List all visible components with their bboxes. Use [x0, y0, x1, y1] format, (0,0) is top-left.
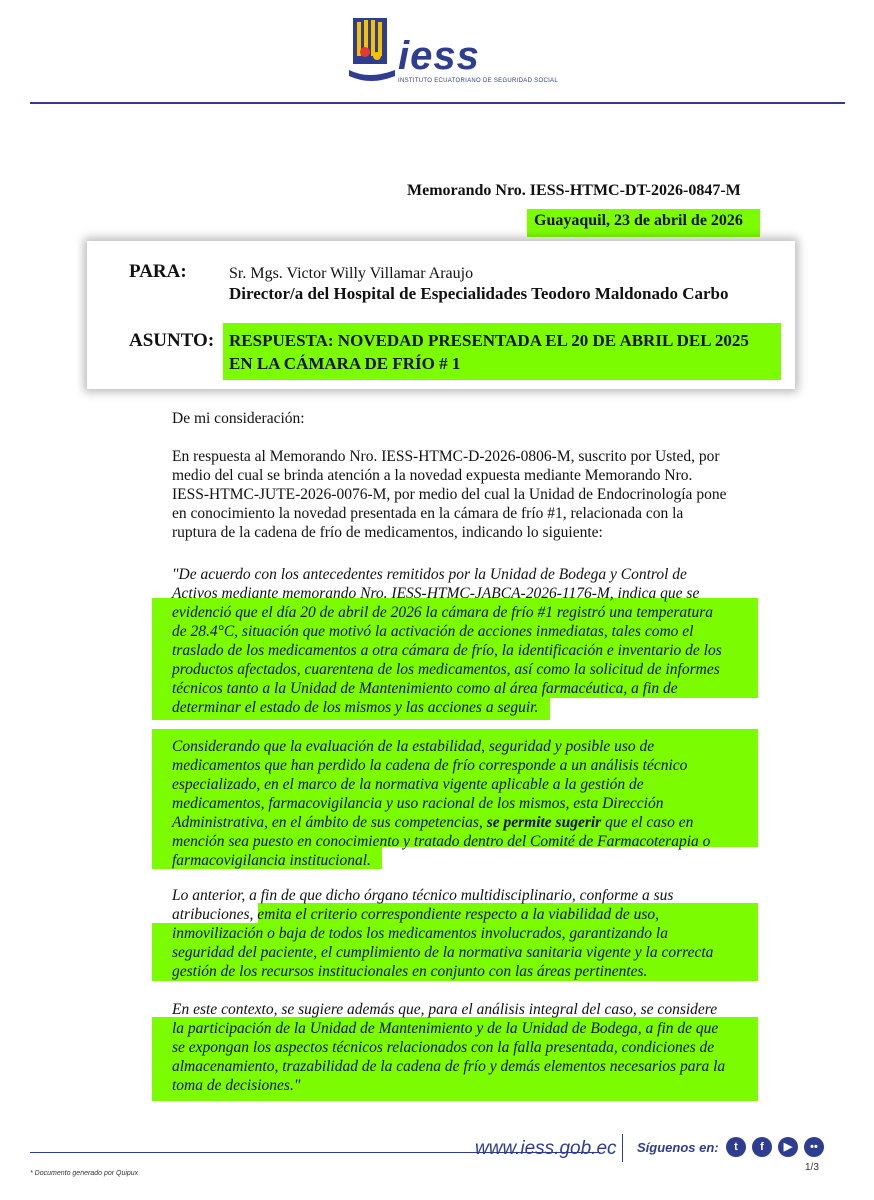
quote2-line: farmacovigilancia institucional.	[172, 852, 371, 869]
asunto-label: ASUNTO:	[129, 330, 215, 351]
footer-separator	[622, 1134, 623, 1162]
quote2-line: mención sea puesto en conocimiento y tratado dentro del Comité de Farmacoterapia o	[172, 833, 711, 850]
quote4-line: se expongan los aspectos técnicos relacionados con la falla presentada, condiciones de	[172, 1039, 715, 1056]
quote2-line: medicamentos, farmacovigilancia y uso racional de los mismos, esta Dirección	[172, 795, 664, 812]
quote4-line: almacenamiento, trazabilidad de la cadena de frío y demás elementos necesarios para la	[172, 1058, 726, 1075]
brand-name: iess	[398, 34, 480, 78]
website-link[interactable]: www.iess.gob.ec	[475, 1138, 617, 1159]
quote1-line: de 28.4°C, situación que motivó la activación de acciones inmediatas, tales como el	[172, 623, 694, 640]
quote4-line: la participación de la Unidad de Mantenimiento y de la Unidad de Bodega, a fin de que	[172, 1020, 719, 1037]
recipient-name: Sr. Mgs. Victor Willy Villamar Araujo	[229, 265, 474, 282]
greeting: De mi consideración:	[172, 410, 305, 427]
header-divider	[30, 102, 845, 104]
quote3-line: gestión de los recursos institucionales en conjunto con las áreas pertinentes.	[172, 963, 648, 980]
quote3-text: emita el criterio correspondiente respecto a la viabilidad de uso,	[257, 906, 660, 923]
intro-line: medio del cual se brinda atención a la novedad expuesta mediante Memorando Nro.	[172, 467, 693, 484]
memo-number: Memorando Nro. IESS-HTMC-DT-2026-0847-M	[407, 182, 741, 199]
quote2-line	[172, 813, 693, 832]
quote1-line: evidenció que el día 20 de abril de 2026 la cámara de frío #1 registró una temperatura	[172, 604, 713, 621]
generated-note: * Documento generado por Quipux	[30, 1170, 139, 1177]
para-label: PARA:	[129, 261, 187, 282]
quote1-line: productos afectados, cuarentena de los medicamentos, así como la solicitud de informes	[172, 661, 720, 678]
twitter-icon[interactable]: t	[726, 1137, 746, 1157]
brand-subtitle: INSTITUTO ECUATORIANO DE SEGURIDAD SOCIAL	[398, 78, 558, 84]
quote2-text: que el caso en	[605, 814, 694, 831]
follow-label: Síguenos en:	[637, 1140, 719, 1155]
quote2-text: Administrativa, en el ámbito de sus competencias,	[172, 814, 483, 831]
intro-line: IESS-HTMC-JUTE-2026-0076-M, por medio del cual la Unidad de Endocrinología pone	[172, 486, 727, 503]
intro-line: en conocimiento la novedad presentada en la cámara de frío #1, relacionada con la	[172, 505, 684, 522]
quote3-text: atribuciones,	[172, 906, 254, 923]
memo-date: Guayaquil, 23 de abril de 2026	[534, 212, 743, 229]
quote3-line: inmovilización o baja de todos los medicamentos involucrados, garantizando la	[172, 925, 668, 942]
quote1-line: "De acuerdo con los antecedentes remitidos por la Unidad de Bodega y Control de	[172, 566, 687, 583]
flickr-icon[interactable]: ••	[804, 1137, 824, 1157]
page-number: 1/3	[805, 1162, 819, 1173]
quote4-line: toma de decisiones."	[172, 1077, 301, 1094]
quote1-line: traslado de los medicamentos a otra cámara de frío, la identificación e inventario de los	[172, 642, 722, 659]
quote1-line: determinar el estado de los mismos y las acciones a seguir.	[172, 699, 539, 716]
quote1-line: técnicos tanto a la Unidad de Mantenimiento como al área farmacéutica, a fin de	[172, 680, 678, 697]
recipient-title: Director/a del Hospital de Especialidades Teodoro Maldonado Carbo	[229, 284, 729, 303]
quote3-line: Lo anterior, a fin de que dicho órgano técnico multidisciplinario, conforme a sus	[172, 887, 674, 904]
youtube-icon[interactable]: ▶	[778, 1137, 798, 1157]
intro-line: ruptura de la cadena de frío de medicamentos, indicando lo siguiente:	[172, 524, 603, 541]
quote1-line: Activos mediante memorando Nro. IESS-HTMC-JABCA-2026-1176-M, indica que se	[172, 585, 700, 602]
asunto-text	[229, 329, 749, 375]
quote4-line: En este contexto, se sugiere además que, para el análisis integral del caso, se considere	[172, 1001, 718, 1018]
quote2-emphasis: se permite sugerir	[486, 814, 602, 831]
quote3-line: seguridad del paciente, el cumplimiento de la normativa sanitaria vigente y la correcta	[172, 944, 714, 961]
quote2-line: Considerando que la evaluación de la estabilidad, seguridad y posible uso de	[172, 738, 655, 755]
quote2-line: especializado, en el marco de la normativa vigente aplicable a la gestión de	[172, 776, 644, 793]
facebook-icon[interactable]: f	[752, 1137, 772, 1157]
quote2-line: medicamentos que han perdido la cadena de frío corresponde a un análisis técnico	[172, 757, 688, 774]
asunto-line: RESPUESTA: NOVEDAD PRESENTADA EL 20 DE ABRIL DEL 2025	[229, 331, 749, 350]
quote3-line	[172, 905, 659, 924]
intro-line: En respuesta al Memorando Nro. IESS-HTMC-D-2026-0806-M, suscrito por Usted, por	[172, 448, 720, 465]
asunto-line: EN LA CÁMARA DE FRÍO # 1	[229, 354, 461, 373]
